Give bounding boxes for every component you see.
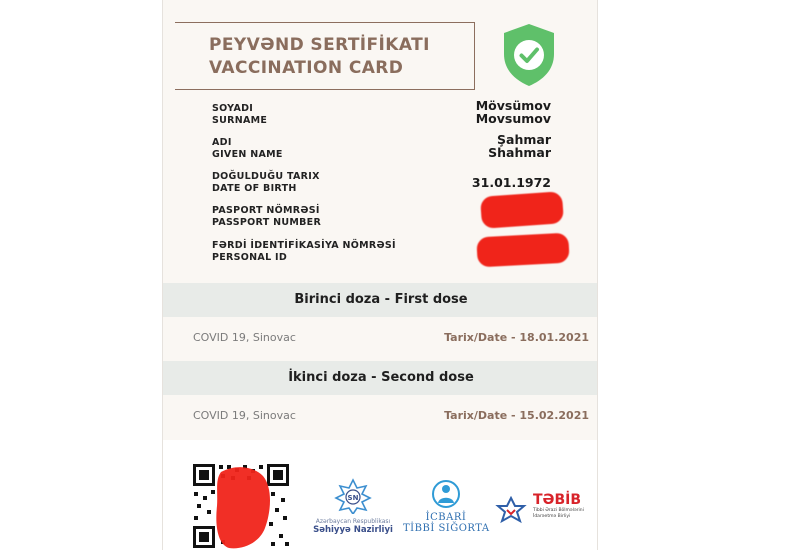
second-dose-row (163, 395, 598, 439)
card-footer: SN Azərbaycan Respublikası Səhiyyə Nazirliyi İCBARİ TİBBİ SIĞORTA TƏBİB Tibbi Ərazi Bölmələrini İdarəetmə Birliyi (163, 440, 598, 550)
tabib-star-icon (495, 496, 527, 526)
ministry-of-health-logo: SN Azərbaycan Respublikası Səhiyyə Nazirliyi (313, 478, 393, 535)
given-name-label: ADI GIVEN NAME (212, 137, 283, 160)
ministry-emblem-icon (333, 478, 373, 514)
icbari-tibbi-sigorta-logo: İCBARİ TİBBİ SIĞORTA (403, 480, 489, 534)
card-title-en: VACCINATION CARD (209, 58, 404, 78)
first-dose-date: Tarix/Date - 18.01.2021 (444, 331, 589, 344)
surname-value: Mövsümov Movsumov (475, 98, 551, 126)
passport-number-label: PASPORT NÖMRƏSİ PASSPORT NUMBER (212, 205, 322, 228)
passport-redaction (480, 191, 564, 229)
given-name-value: Şahmar Shahmar (488, 132, 551, 160)
first-dose-vaccine: COVID 19, Sinovac (193, 331, 296, 344)
card-title-az: PEYVƏND SERTİFİKATI (209, 35, 430, 55)
date-of-birth-label: DOĞULDUĞU TARIX DATE OF BIRTH (212, 171, 320, 194)
date-of-birth-value: 31.01.1972 (471, 175, 551, 190)
svg-text:SN: SN (347, 494, 359, 502)
second-dose-vaccine: COVID 19, Sinovac (193, 409, 296, 422)
shield-check-icon (501, 22, 557, 88)
second-dose-heading: İkinci doza - Second dose (163, 361, 598, 395)
personal-id-redaction (476, 233, 569, 268)
qr-code (191, 462, 291, 550)
first-dose-row (163, 317, 598, 361)
insurance-person-icon (431, 480, 461, 508)
title-box (175, 22, 475, 90)
vaccination-card (162, 0, 598, 550)
card-content (175, 0, 587, 550)
first-dose-heading: Birinci doza - First dose (163, 283, 598, 317)
surname-label: SOYADI SURNAME (212, 103, 268, 126)
second-dose-date: Tarix/Date - 15.02.2021 (444, 409, 589, 422)
personal-id-label: FƏRDİ İDENTİFİKASİYA NÖMRƏSİ PERSONAL ID (212, 240, 396, 263)
